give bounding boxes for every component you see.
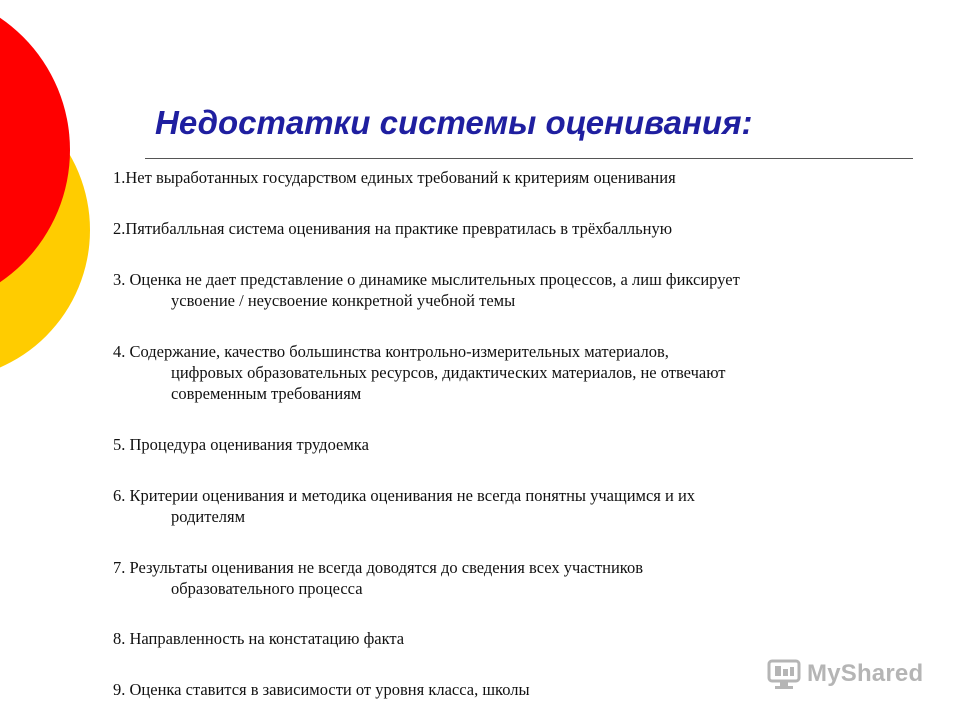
list-item xyxy=(113,628,943,649)
list-item-text: 9. Оценка ставится в зависимости от уровня класса, школы xyxy=(113,680,530,699)
list-item-text: 6. Критерии оценивания и методика оценивания не всегда понятны учащимся и их xyxy=(113,486,696,505)
list-item-text: 4. Содержание, качество большинства контрольно-измерительных материалов, xyxy=(113,342,669,361)
slide-title: Недостатки системы оценивания: xyxy=(155,104,753,141)
watermark-text: MyShared xyxy=(807,660,924,687)
monitor-icon xyxy=(767,658,801,690)
list-item-text: 2.Пятибалльная система оценивания на практике превратилась в трёхбалльную xyxy=(113,219,673,238)
list-item-text: 5. Процедура оценивания трудоемка xyxy=(113,435,369,454)
list-item-text: 1.Нет выработанных государством единых требований к критериям оценивания xyxy=(113,168,676,187)
list-item-continuation: образовательного процесса xyxy=(171,579,363,598)
list-item-continuation: родителям xyxy=(171,507,246,526)
list-item xyxy=(113,341,943,404)
list-item xyxy=(113,167,943,188)
list-item-continuation: современным требованиям xyxy=(171,384,362,403)
list-item-text: 3. Оценка не дает представление о динамике мыслительных процессов, а лиш фиксирует xyxy=(113,270,740,289)
title-underline xyxy=(145,158,913,159)
list-item-continuation: усвоение / неусвоение конкретной учебной темы xyxy=(171,291,516,310)
list-item xyxy=(113,485,943,527)
list-item xyxy=(113,218,943,239)
list-item xyxy=(113,557,943,599)
list-item-text: 8. Направленность на констатацию факта xyxy=(113,629,405,648)
list-item xyxy=(113,269,943,311)
list-item-text: 7. Результаты оценивания не всегда доводятся до сведения всех участников xyxy=(113,558,643,577)
list-item xyxy=(113,434,943,455)
list-item-continuation: цифровых образовательных ресурсов, дидактических материалов, не отвечают xyxy=(171,363,726,382)
watermark-logo xyxy=(767,657,923,691)
